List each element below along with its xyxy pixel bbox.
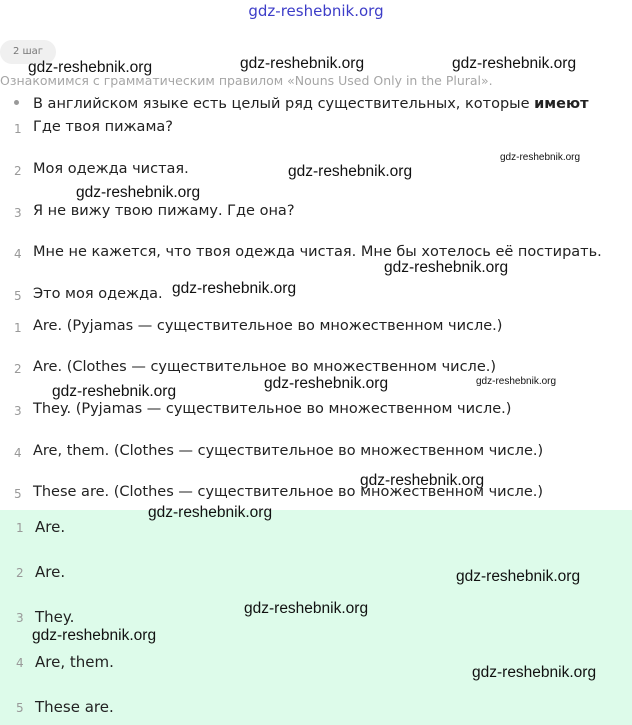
answer-number: 5 <box>16 701 24 715</box>
translation-line: Моя одежда чистая. <box>33 161 189 177</box>
translation-number: 5 <box>14 289 22 303</box>
explanation-number: 4 <box>14 446 22 460</box>
watermark: gdz-reshebnik.org <box>244 600 369 617</box>
step-badge: 2 шаг <box>0 40 56 64</box>
watermark: gdz-reshebnik.org <box>384 259 509 276</box>
watermark: gdz-reshebnik.org <box>288 163 413 180</box>
translation-number: 2 <box>14 164 22 178</box>
explanation-line: Are. (Pyjamas — существительное во множественном числе.) <box>33 318 503 334</box>
translation-line: Это моя одежда. <box>33 286 163 302</box>
answer-line: Are. <box>35 518 66 536</box>
translation-line: Мне не кажется, что твоя одежда чистая. Мне бы хотелось её постирать. <box>33 244 602 260</box>
translation-line: Где твоя пижама? <box>33 119 173 135</box>
answer-number: 3 <box>16 611 24 625</box>
answer-line: Are. <box>35 563 66 581</box>
translation-line: Я не вижу твою пижаму. Где она? <box>33 203 295 219</box>
translation-number: 1 <box>14 122 22 136</box>
explanation-line: Are, them. (Clothes — существительное во множественном числе.) <box>33 443 544 459</box>
answer-line: They. <box>35 608 75 626</box>
watermark: gdz-reshebnik.org <box>148 504 273 521</box>
explanation-number: 3 <box>14 404 22 418</box>
watermark: gdz-reshebnik.org <box>172 280 297 297</box>
watermark: gdz-reshebnik.org <box>264 375 389 392</box>
watermark: gdz-reshebnik.org <box>456 568 581 585</box>
answer-line: These are. <box>35 698 114 716</box>
watermark: gdz-reshebnik.org <box>500 152 581 163</box>
answer-number: 1 <box>16 521 24 535</box>
bullet-dot-icon <box>14 100 19 105</box>
translation-number: 4 <box>14 247 22 261</box>
explanation-number: 5 <box>14 487 22 501</box>
explanation-line: These are. (Clothes — существительное во множественном числе.) <box>33 484 544 500</box>
intro-text: Ознакомимся с грамматическим правилом «Nouns Used Only in the Plural». <box>0 73 493 88</box>
watermark: gdz-reshebnik.org <box>452 55 577 72</box>
explanation-number: 1 <box>14 321 22 335</box>
watermark: gdz-reshebnik.org <box>472 664 597 681</box>
explanation-number: 2 <box>14 362 22 376</box>
answer-line: Are, them. <box>35 653 114 671</box>
watermark: gdz-reshebnik.org <box>28 59 153 76</box>
watermark: gdz-reshebnik.org <box>76 184 201 201</box>
watermark: gdz-reshebnik.org <box>476 376 557 387</box>
watermark: gdz-reshebnik.org <box>52 383 177 400</box>
answer-number: 2 <box>16 566 24 580</box>
explanation-line: Are. (Clothes — существительное во множественном числе.) <box>33 359 497 375</box>
watermark: gdz-reshebnik.org <box>32 627 157 644</box>
answer-number: 4 <box>16 656 24 670</box>
site-header-link[interactable]: gdz-reshebnik.org <box>248 2 384 20</box>
translation-number: 3 <box>14 206 22 220</box>
explanation-line: They. (Pyjamas — существительное во множественном числе.) <box>33 401 512 417</box>
watermark: gdz-reshebnik.org <box>360 472 485 489</box>
watermark: gdz-reshebnik.org <box>240 55 365 72</box>
bullet-text: В английском языке есть целый ряд существительных, которые имеют <box>33 96 589 112</box>
